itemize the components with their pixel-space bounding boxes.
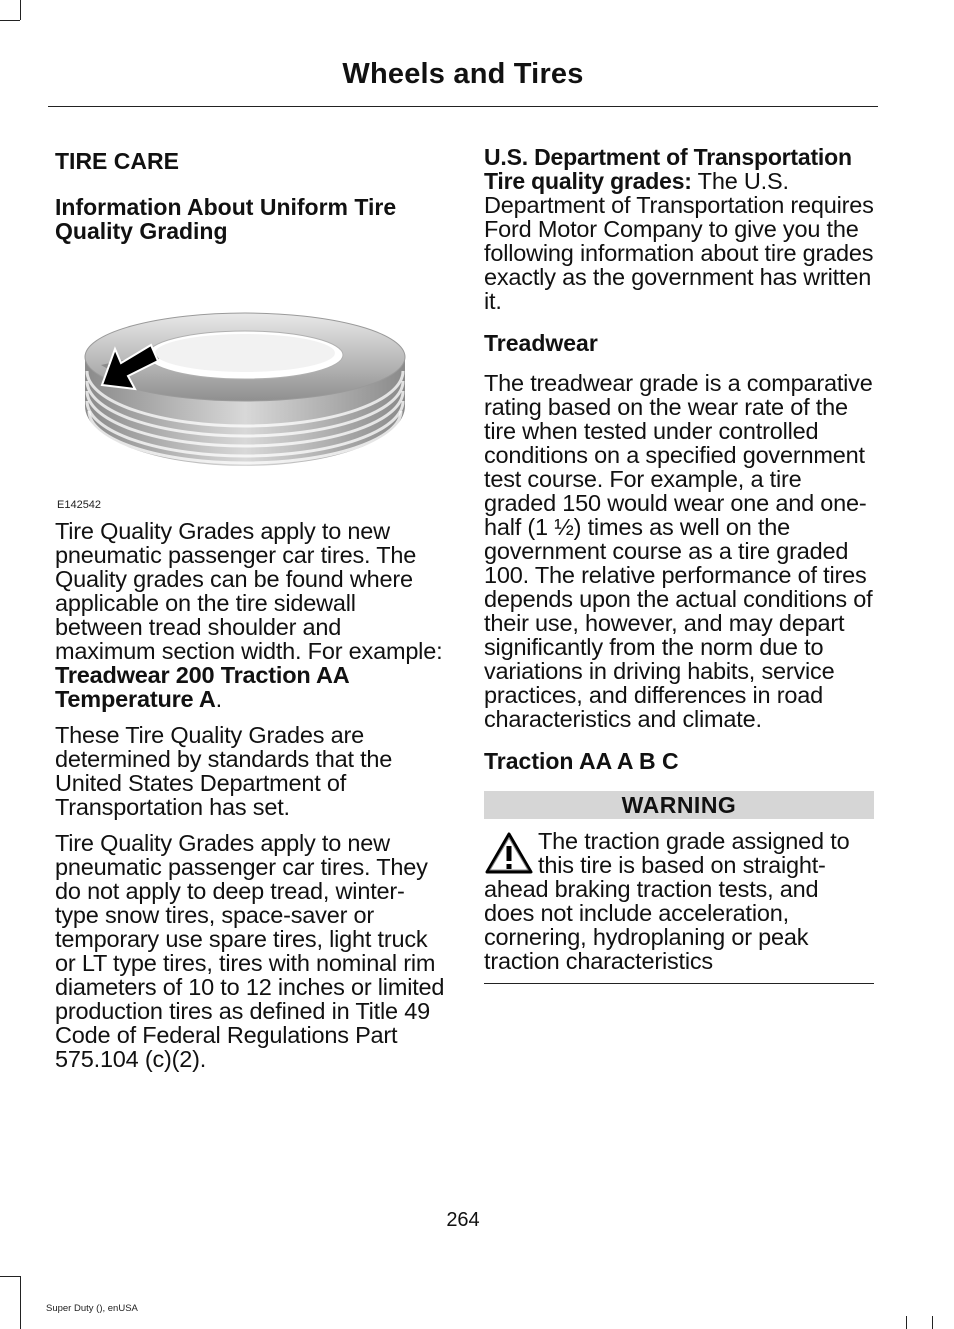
dot-intro-text: The U.S. Department of Transportation requires Ford Motor Company to give you the following information about tire grades exactly as the government has written it. xyxy=(484,168,874,314)
paragraph-standards: These Tire Quality Grades are determined by standards that the United States Department of Transportation has set. xyxy=(55,722,393,820)
warning-triangle-icon xyxy=(484,831,534,875)
paragraph-quality-grades xyxy=(55,519,447,711)
page-header-title: Wheels and Tires xyxy=(342,58,584,90)
crop-mark xyxy=(20,1276,21,1329)
crop-mark xyxy=(0,1276,20,1277)
crop-mark xyxy=(20,0,21,20)
figure-id: E142542 xyxy=(57,499,102,511)
footer-doc-info: Super Duty (), enUSA xyxy=(46,1303,138,1314)
crop-mark xyxy=(906,1316,907,1329)
warning-banner: WARNING xyxy=(484,791,874,819)
tire-illustration xyxy=(55,271,447,496)
paragraph-end: . xyxy=(215,686,222,712)
crop-mark xyxy=(0,20,20,21)
paragraph-exclusions: Tire Quality Grades apply to new pneumatic passenger car tires. They do not apply to deep tread, winter-type snow tires, space-saver or temporary use spare tires, light truck or LT type tires, tires with nominal rim diameters of 10 to 12 inches or limited production tires as defined in Title 49 Code of Federal Regulations Part 575.104 (c)(2). xyxy=(55,830,445,1072)
left-column xyxy=(55,145,447,1071)
subsection-title: Information About Uniform Tire Quality Grading xyxy=(55,194,397,244)
page-number: 264 xyxy=(446,1209,480,1231)
crop-mark xyxy=(932,1316,933,1329)
warning-rule xyxy=(484,983,874,984)
section-title: TIRE CARE xyxy=(55,148,179,174)
right-column xyxy=(484,145,874,984)
example-grades: Treadwear 200 Traction AA Temperature A xyxy=(55,662,349,712)
paragraph-text: Tire Quality Grades apply to new pneumatic passenger car tires. The Quality grades can be found where applicable on the tire sidewall between tread shoulder and maximum section width. For example: xyxy=(55,518,443,664)
tire-figure xyxy=(55,271,447,511)
warning-text: The traction grade assigned to this tire is based on straight-ahead braking traction tests, and does not include acceleration, cornering, hydroplaning or peak traction characteristics xyxy=(484,828,850,974)
dot-intro-paragraph xyxy=(484,145,874,313)
treadwear-paragraph: The treadwear grade is a comparative rating based on the wear rate of the tire when tested under controlled conditions on a specified government test course. For example, a tire graded 150 would wear one and one-half (1 ½) times as well on the government course as a tire graded 100. The relative performance of tires depends upon the actual conditions of their use, however, and may depart significantly from the norm due to variations in driving habits, service practices, and differences in road characteristics and climate. xyxy=(484,370,873,732)
treadwear-heading: Treadwear xyxy=(484,330,598,356)
traction-heading: Traction AA A B C xyxy=(484,748,679,774)
dot-intro-heading: U.S. Department of Transportation Tire quality grades: xyxy=(484,144,852,194)
header-rule xyxy=(48,106,878,107)
warning-body xyxy=(484,829,874,973)
